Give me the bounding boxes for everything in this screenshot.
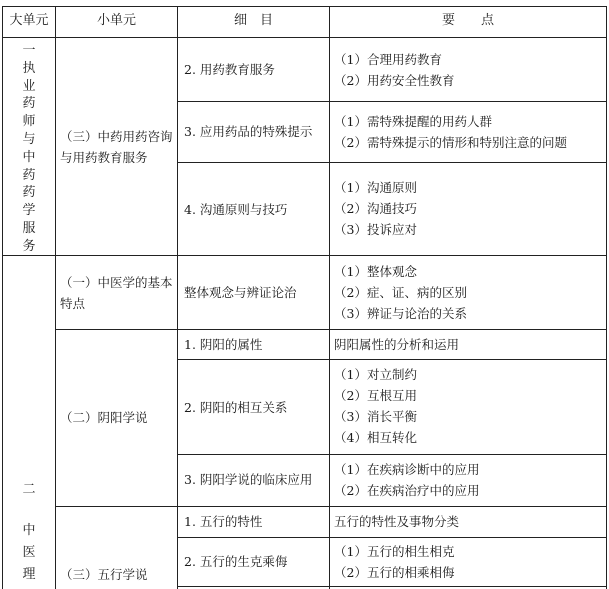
row-divider [177, 454, 606, 455]
unit2-sub3-points-1 [334, 511, 459, 532]
unit1-char: 与 [22, 131, 36, 147]
row-divider [177, 359, 606, 360]
unit1-detail-2: 3. 应用药品的特殊提示 [184, 124, 313, 139]
point-item: （1）沟通原则 [334, 180, 417, 195]
unit1-points-3 [334, 177, 417, 240]
unit2-sub3-points-2 [334, 541, 454, 583]
unit-divider [2, 255, 606, 256]
column-divider-subunit [177, 6, 178, 589]
unit1-char: 药 [22, 96, 36, 112]
unit2-sub1-subunit: （一）中医学的基本特点 [60, 275, 173, 311]
point-item: （3）辨证与论治的关系 [334, 306, 467, 321]
unit1-detail-1: 2. 用药教育服务 [184, 62, 275, 77]
point-item: （3）消长平衡 [334, 409, 417, 424]
unit1-char: 师 [22, 114, 36, 130]
point-item: 阴阳属性的分析和运用 [334, 337, 460, 352]
unit1-char: 中 [22, 149, 36, 165]
point-item: （3）投诉应对 [334, 222, 417, 237]
unit2-sub1-points [334, 261, 467, 324]
row-divider [177, 162, 606, 163]
unit1-label [20, 42, 38, 256]
point-item: （1）整体观念 [334, 264, 417, 279]
unit2-sub1-detail: 整体观念与辨证论治 [184, 285, 297, 300]
header-unit: 大单元 [9, 13, 49, 28]
unit1-char: 务 [22, 238, 36, 254]
unit2-char: 二 [22, 482, 36, 497]
unit1-char: 药 [22, 185, 36, 201]
row-divider [177, 586, 606, 587]
unit2-sub2-points-1 [334, 334, 459, 355]
table-border-left [2, 6, 3, 589]
unit2-sub2-subunit: （二）阴阳学说 [60, 410, 148, 425]
point-item: （1）在疾病诊断中的应用 [334, 462, 480, 477]
unit1-char: 一 [22, 43, 36, 58]
unit2-sub2-detail-3: 3. 阴阳学说的临床应用 [184, 472, 313, 487]
unit1-char: 执 [22, 60, 36, 76]
point-item: （1）需特殊提醒的用药人群 [334, 114, 492, 129]
header-detail: 细 目 [233, 13, 273, 28]
unit2-sub2-detail-1: 1. 阴阳的属性 [184, 337, 263, 352]
unit2-sub3-subunit: （三）五行学说 [60, 567, 148, 582]
point-item: （1）合理用药教育 [334, 52, 442, 67]
unit1-char: 服 [22, 220, 36, 236]
subunit-divider [55, 506, 606, 507]
table-header-divider [2, 37, 606, 38]
unit2-sub3-detail-1: 1. 五行的特性 [184, 514, 263, 529]
point-item: （4）相互转化 [334, 430, 417, 445]
header-subunit: 小单元 [96, 13, 136, 28]
unit1-detail-3: 4. 沟通原则与技巧 [184, 202, 288, 217]
point-item: （2）在疾病治疗中的应用 [334, 483, 480, 498]
point-item: （1）对立制约 [334, 367, 417, 382]
unit1-subunit: （三）中药用药咨询与用药教育服务 [60, 129, 173, 165]
unit1-char: 药 [22, 167, 36, 183]
unit2-char: 医 [22, 545, 36, 560]
table-border-right [606, 6, 607, 589]
unit1-points-2 [334, 111, 567, 153]
column-divider-detail [329, 6, 330, 589]
unit2-char: 理 [22, 567, 36, 582]
subunit-divider [55, 329, 606, 330]
unit1-points-1 [334, 49, 454, 91]
point-item: （2）症、证、病的区别 [334, 285, 467, 300]
table-border-top [2, 6, 606, 7]
column-divider-unit [55, 6, 56, 589]
unit2-char: 中 [22, 523, 36, 538]
header-points: 要 点 [441, 13, 494, 28]
point-item: （2）沟通技巧 [334, 201, 417, 216]
unit2-sub2-points-2 [334, 364, 417, 448]
unit1-char: 学 [22, 203, 36, 219]
row-divider [177, 101, 606, 102]
point-item: （2）需特殊提示的情形和特别注意的问题 [334, 135, 567, 150]
unit1-char: 业 [22, 78, 36, 94]
unit2-sub2-detail-2: 2. 阴阳的相互关系 [184, 400, 288, 415]
point-item: （2）五行的相乘相侮 [334, 565, 455, 580]
point-item: （2）互根互用 [334, 388, 417, 403]
unit2-sub2-points-3 [334, 459, 479, 501]
point-item: （1）五行的相生相克 [334, 544, 455, 559]
row-divider [177, 537, 606, 538]
unit2-sub3-detail-2: 2. 五行的生克乘侮 [184, 554, 288, 569]
point-item: 五行的特性及事物分类 [334, 514, 460, 529]
point-item: （2）用药安全性教育 [334, 73, 455, 88]
